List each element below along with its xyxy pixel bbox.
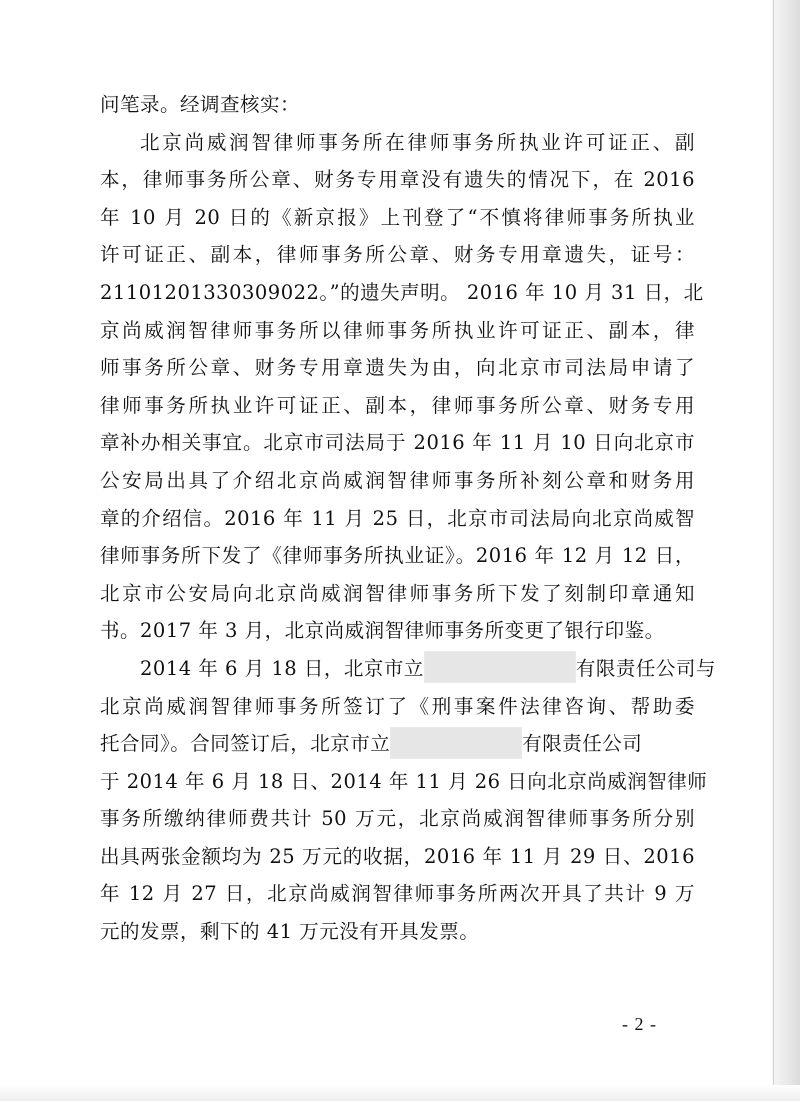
redaction-block — [424, 651, 576, 683]
scan-edge-shadow — [772, 0, 800, 1101]
text-line: 年 12 月 27 日，北京尚威润智律师事务所两次开具了共计 9 万 — [100, 882, 695, 906]
redaction-block — [390, 727, 522, 759]
scan-edge-line — [773, 0, 774, 1101]
text-line: 本，律师事务所公章、财务专用章没有遗失的情况下，在 2016 — [100, 168, 695, 192]
text-line-with-redaction — [100, 725, 695, 763]
text-line: 出具两张金额均为 25 万元的收据，2016 年 11 月 29 日、2016 — [100, 844, 695, 868]
text-line: 许可证正、副本，律师事务所公章、财务专用章遗失，证号： — [100, 243, 695, 267]
text-segment: 有限责任公司与 — [575, 656, 716, 680]
text-line: 北京尚威润智律师事务所在律师事务所执业许可证正、副 — [140, 130, 695, 154]
text-line: 事务所缴纳律师费共计 50 万元，北京尚威润智律师事务所分别 — [100, 807, 695, 831]
text-line: 元的发票，剩下的 41 万元没有开具发票。 — [100, 920, 480, 944]
text-line: 章的介绍信。2016 年 11 月 25 日，北京市司法局向北京尚威智 — [100, 506, 695, 530]
text-line: 于 2014 年 6 月 18 日、2014 年 11 月 26 日向北京尚威润智律师 — [100, 769, 708, 793]
paragraph-1 — [100, 124, 704, 650]
text-segment: 有限责任公司 — [522, 732, 643, 756]
text-line: 21101201330309022。”的遗失声明。 2016 年 10 月 31 日，北 — [100, 280, 704, 304]
scan-bottom-edge — [0, 1085, 800, 1101]
text-line: 公安局出具了介绍北京尚威润智律师事务所补刻公章和财务用 — [100, 468, 695, 492]
paragraph-2 — [100, 650, 716, 951]
text-line: 北京尚威润智律师事务所签订了《刑事案件法律咨询、帮助委 — [100, 694, 695, 718]
text-segment: 托合同》。合同签订后，北京市立 — [100, 732, 391, 756]
text-line: 北京市公安局向北京尚威润智律师事务所下发了刻制印章通知 — [100, 581, 695, 605]
page-number: - 2 - — [622, 1014, 657, 1034]
text-line-with-redaction — [100, 650, 716, 688]
text-line: 问笔录。经调查核实： — [100, 93, 301, 116]
text-line: 律师事务所下发了《律师事务所执业证》。2016 年 12 月 12 日， — [100, 544, 695, 568]
text-line: 章补办相关事宜。北京市司法局于 2016 年 11 月 10 日向北京市 — [100, 431, 695, 455]
document-body — [100, 86, 716, 951]
text-segment: 2014 年 6 月 18 日，北京市立 — [140, 656, 424, 680]
text-line: 师事务所公章、财务专用章遗失为由，向北京市司法局申请了 — [100, 356, 695, 380]
text-line: 律师事务所执业许可证正、副本，律师事务所公章、财务专用 — [100, 393, 695, 417]
text-line: 年 10 月 20 日的《新京报》上刊登了“不慎将律师事务所执业 — [100, 205, 695, 229]
text-line: 书。2017 年 3 月，北京尚威润智律师事务所变更了银行印鉴。 — [100, 619, 665, 643]
text-line: 京尚威润智律师事务所以律师事务所执业许可证正、副本，律 — [100, 318, 695, 342]
